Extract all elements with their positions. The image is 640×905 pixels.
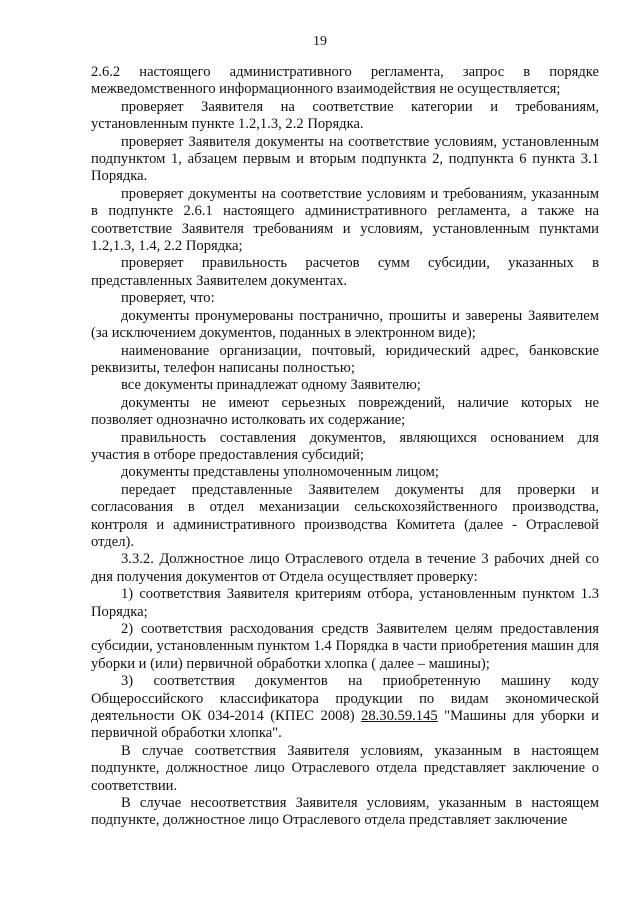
paragraph: документы представлены уполномоченным лицом; <box>121 464 439 481</box>
paragraph: правильность составления документов, являющихся основанием для участия в отборе предоставления субсидий; <box>91 429 599 463</box>
paragraph: 3.3.2. Должностное лицо Отраслевого отдела в течение 3 рабочих дней со дня получения документов от Отдела осуществляет проверку: <box>91 551 599 585</box>
classifier-code: 28.30.59.145 <box>361 708 438 725</box>
paragraph: все документы принадлежат одному Заявителю; <box>121 377 421 394</box>
document-body <box>91 64 599 830</box>
paragraph: 1) соответствия Заявителя критериям отбора, установленным пунктом 1.3 Порядка; <box>91 586 599 620</box>
paragraph: документы пронумерованы постранично, прошиты и заверены Заявителем (за исключением документов, поданных в электронном виде); <box>91 307 599 342</box>
paragraph-text: 3) соответствия документов на приобретенную машину коду Общероссийского классификатора продукции по видам экономической деятельности ОК 034-2014 (КПЕС 2008) <box>91 673 599 725</box>
paragraph: В случае соответствия Заявителя условиям, указанным в настоящем подпункте, должностное лицо Отраслевого отдела представляет заключение о соответствии. <box>91 742 599 794</box>
paragraph: документы не имеют серьезных повреждений, наличие которых не позволяет однозначно истолковать их содержание; <box>91 394 599 429</box>
paragraph: 2) соответствия расходования средств Заявителем целям предоставления субсидии, установленным пунктом 1.4 Порядка в части приобретения машин для уборки и (или) первичной обработки хлопка ( далее – машины); <box>91 621 599 672</box>
paragraph: проверяет документы на соответствие условиям и требованиям, указанным в подпункте 2.6.1 настоящего административного регламента, а также на соответствие Заявителя требованиям и условиям, установленным пунктами 1.2,1.3, 1.4, 2.2 Порядка; <box>91 185 599 255</box>
page-number: 19 <box>313 34 327 49</box>
paragraph: В случае несоответствия Заявителя условиям, указанным в настоящем подпункте, должностное лицо Отраслевого отдела представляет заключение <box>91 795 599 829</box>
paragraph <box>91 673 599 743</box>
paragraph: передает представленные Заявителем документы для проверки и согласования в отдел механизации сельскохозяйственного производства, контроля и административного производства Комитета (далее - Отраслевой отдел). <box>91 481 599 550</box>
paragraph: наименование организации, почтовый, юридический адрес, банковские реквизиты, телефон написаны полностью; <box>91 342 599 376</box>
paragraph: проверяет Заявителя документы на соответствие условиям, установленным подпунктом 1, абзацем первым и вторым подпункта 2, подпункта 6 пункта 3.1 Порядка. <box>91 133 599 185</box>
paragraph: 2.6.2 настоящего административного регламента, запрос в порядке межведомственного информационного взаимодействия не осуществляется; <box>91 64 599 98</box>
paragraph: проверяет правильность расчетов сумм субсидии, указанных в представленных Заявителем документах. <box>91 255 599 289</box>
paragraph-text: "Машины для уборки и первичной обработки хлопка". <box>91 708 599 742</box>
paragraph: проверяет Заявителя на соответствие категории и требованиям, установленным пункте 1.2,1.3, 2.2 Порядка. <box>91 98 599 133</box>
paragraph: проверяет, что: <box>121 290 215 307</box>
